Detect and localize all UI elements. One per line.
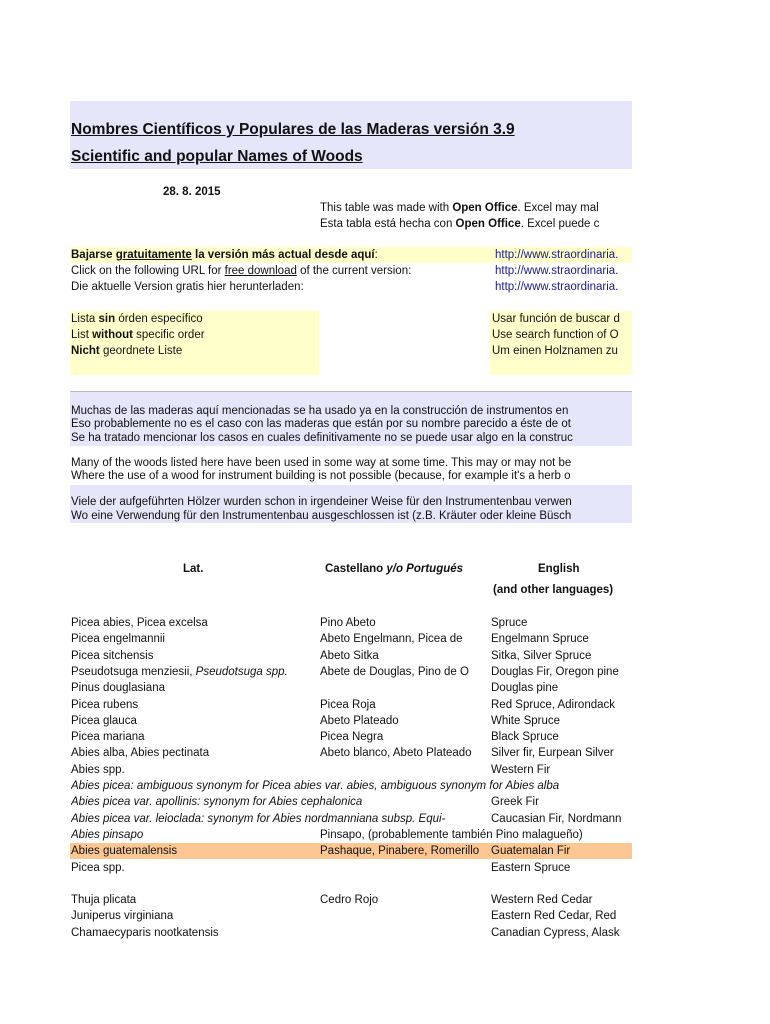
notes-de-2: Wo eine Verwendung für den Instrumentenbau ausgeschlossen ist (z.B. Kräuter oder kleine Büsch (71, 510, 572, 522)
cell-text: Engelmann Spruce (491, 633, 589, 646)
download-de: Die aktuelle Version gratis hier herunterladen: (71, 281, 304, 293)
cell-text: Canadian Cypress, Alask (491, 926, 620, 939)
cell-english (491, 697, 632, 713)
cell-text: Caucasian Fir, Nordmann (491, 812, 622, 825)
cell-text: Spruce (491, 617, 528, 629)
cell-text: Red Spruce, Adirondack (491, 698, 616, 711)
list-order-es-bold: sin (98, 313, 116, 325)
intro-es-bold: Open Office (455, 218, 521, 230)
cell-text: Abeto Plateado (320, 714, 399, 727)
cell-lat (71, 843, 319, 859)
cell-lat (71, 908, 319, 924)
cell-text: Eastern Red Cedar, Red (491, 910, 617, 923)
cell-english (491, 664, 632, 680)
cell-lat (71, 827, 319, 843)
download-en (71, 263, 491, 279)
cell-english (491, 648, 632, 664)
cell-lat (71, 811, 491, 827)
notes-en-2: Where the use of a wood for instrument building is not possible (because, for example it's a herb o (71, 470, 571, 482)
download-url-2[interactable]: http://www.straordinaria. (495, 265, 619, 277)
list-order-en-pre: List (71, 329, 93, 341)
cell-english (491, 860, 632, 876)
list-order-es (71, 311, 317, 327)
cell-text: Abies picea var. apollinis: synonym for Abies cephalonica (71, 796, 363, 809)
cell-text: Douglas Fir, Oregon pine (491, 665, 619, 678)
cell-text: Abeto Sitka (320, 649, 379, 662)
cell-lat (71, 745, 319, 761)
cell-text: Thuja plicata (71, 894, 137, 907)
intro-en-bold: Open Office (452, 202, 518, 214)
cell-text: Pashaque, Pinabere, Romerillo (320, 845, 480, 858)
list-order-en-bold: without (92, 329, 133, 341)
cell-text: Pinus douglasiana (71, 682, 165, 695)
intro-es-pre: Esta tabla está hecha con (320, 218, 456, 230)
download-es-a: Bajarse (71, 249, 116, 261)
list-order-de (71, 343, 317, 359)
download-url-1[interactable]: http://www.straordinaria. (495, 249, 619, 261)
cell-english (491, 811, 632, 827)
cell-lat (71, 713, 319, 729)
cell-castellano (320, 729, 490, 745)
cell-english (491, 794, 632, 810)
list-order-en (71, 327, 317, 343)
column-header-castellano (325, 563, 463, 575)
column-header-english-sub: (and other languages) (493, 584, 614, 596)
cell-lat (71, 778, 632, 794)
cell-lat (71, 697, 319, 713)
cell-text: Chamaecyparis nootkatensis (71, 926, 219, 939)
cell-text: Abies picea var. leioclada: synonym for Abies nordmanniana subsp. Equi- (71, 812, 446, 825)
cell-text: Abeto Engelmann, Picea de (320, 633, 463, 646)
intro-line-es (320, 216, 632, 232)
cell-text: Abeto blanco, Abeto Plateado (320, 747, 472, 760)
cell-english (491, 892, 632, 908)
notes-es-2: Eso probablemente no es el caso con las maderas que están por su nombre parecido a éste de ot (71, 418, 571, 430)
list-order-de-bold: Nicht (71, 345, 100, 357)
cell-text: Abete de Douglas, Pino de O (320, 665, 469, 678)
cell-lat (71, 648, 319, 664)
cell-english (491, 925, 632, 941)
cell-text: Pinsapo, (probablemente también Pino malagueño) (320, 828, 583, 841)
cell-english (491, 908, 632, 924)
search-hint-es: Usar función de buscar d (492, 313, 620, 325)
intro-en-post: . Excel may mal (517, 202, 599, 214)
cell-lat (71, 729, 319, 745)
cell-text: Pseudotsuga spp. (195, 665, 288, 678)
cell-text: Picea mariana (71, 731, 145, 744)
cell-text: Cedro Rojo (320, 894, 379, 907)
column-header-english: English (538, 563, 580, 575)
cell-text: Greek Fir (491, 796, 539, 809)
cell-english (491, 713, 632, 729)
title-english: Scientific and popular Names of Woods (71, 148, 363, 165)
cell-text: Picea glauca (71, 714, 137, 727)
cell-castellano (320, 892, 490, 908)
download-en-b: free download (224, 265, 297, 277)
cell-castellano (320, 648, 490, 664)
cell-english (491, 745, 632, 761)
cell-english (491, 729, 632, 745)
download-es-c: la versión más actual desde aquí (191, 249, 375, 261)
cell-text: Sitka, Silver Spruce (491, 649, 592, 662)
cell-lat (71, 680, 319, 696)
cell-english (491, 680, 632, 696)
cell-text: Abies picea: ambiguous synonym for Picea abies var. abies, ambiguous synonym for Abies alba (71, 780, 560, 792)
cell-text: Black Spruce (491, 731, 559, 744)
cell-lat (71, 664, 319, 680)
cell-text: Eastern Spruce (491, 861, 571, 874)
search-hint-en: Use search function of O (492, 329, 619, 341)
cell-english (491, 762, 632, 778)
cell-castellano (320, 827, 632, 843)
cell-lat (71, 860, 319, 876)
cell-text: Picea Roja (320, 698, 376, 711)
cell-text: Picea spp. (71, 861, 125, 874)
cell-text: Douglas pine (491, 682, 559, 695)
cell-english (491, 843, 632, 859)
list-order-es-pre: Lista (71, 313, 99, 325)
cell-text: Pseudotsuga menziesii, (71, 665, 196, 678)
cell-text: Picea rubens (71, 698, 139, 711)
title-spanish: Nombres Científicos y Populares de las Maderas versión 3.9 (71, 121, 515, 138)
cell-text: Western Fir (491, 763, 551, 776)
cell-text: Picea sitchensis (71, 649, 154, 662)
cell-castellano (320, 745, 490, 761)
cell-english (491, 631, 632, 647)
cell-text: Pino Abeto (320, 617, 376, 629)
column-header-castellano-italic: y/o Portugués (386, 563, 464, 575)
notes-de-1: Viele der aufgeführten Hölzer wurden schon in irgendeiner Weise für den Instrumentenbau verwen (71, 496, 572, 508)
column-header-lat: Lat. (183, 563, 204, 575)
list-order-de-post: geordnete Liste (99, 345, 183, 357)
cell-text: Juniperus virginiana (71, 910, 174, 923)
notes-es-3: Se ha tratado mencionar los casos en cuales definitivamente no se puede usar algo en la construc (71, 432, 573, 444)
cell-text: Abies alba, Abies pectinata (71, 747, 210, 760)
download-url-3[interactable]: http://www.straordinaria. (495, 281, 619, 293)
search-hint-de: Um einen Holznamen zu (492, 345, 618, 357)
cell-text: Picea engelmannii (71, 633, 165, 646)
cell-lat (71, 762, 319, 778)
cell-text: Picea abies, Picea excelsa (71, 617, 208, 629)
cell-text: White Spruce (491, 714, 561, 727)
cell-text: Picea Negra (320, 731, 384, 744)
list-order-es-post: órden específico (115, 313, 203, 325)
cell-lat (71, 892, 319, 908)
cell-castellano (320, 697, 490, 713)
download-en-a: Click on the following URL for (71, 265, 225, 277)
cell-text: Guatemalan Fir (491, 845, 571, 858)
cell-english (491, 615, 632, 631)
intro-line-en (320, 200, 632, 216)
cell-text: Abies spp. (71, 763, 125, 776)
download-es-d: : (374, 249, 378, 261)
cell-lat (71, 925, 319, 941)
cell-text: Silver fir, Eurpean Silver (491, 747, 614, 760)
intro-en-pre: This table was made with (320, 202, 453, 214)
cell-castellano (320, 713, 490, 729)
cell-text: Western Red Cedar (491, 894, 593, 907)
notes-band-es-top-border (70, 391, 632, 392)
cell-castellano (320, 631, 490, 647)
cell-castellano (320, 843, 490, 859)
date-label: 28. 8. 2015 (163, 186, 221, 198)
intro-es-post: . Excel puede c (520, 218, 600, 230)
cell-lat (71, 615, 319, 631)
cell-castellano (320, 664, 490, 680)
cell-text: Abies pinsapo (71, 828, 144, 841)
notes-es-1: Muchas de las maderas aquí mencionadas se ha usado ya en la construcción de instrumentos en (71, 405, 569, 417)
download-es (71, 247, 491, 263)
download-en-c: of the current version: (296, 265, 412, 277)
cell-castellano (320, 615, 490, 631)
cell-lat (71, 794, 491, 810)
list-order-en-post: specific order (132, 329, 205, 341)
cell-lat (71, 631, 319, 647)
cell-text: Abies guatemalensis (71, 845, 178, 858)
download-es-b: gratuitamente (115, 249, 192, 261)
column-header-castellano-pre: Castellano (325, 563, 387, 575)
notes-en-1: Many of the woods listed here have been used in some way at some time. This may or may not be (71, 457, 572, 469)
